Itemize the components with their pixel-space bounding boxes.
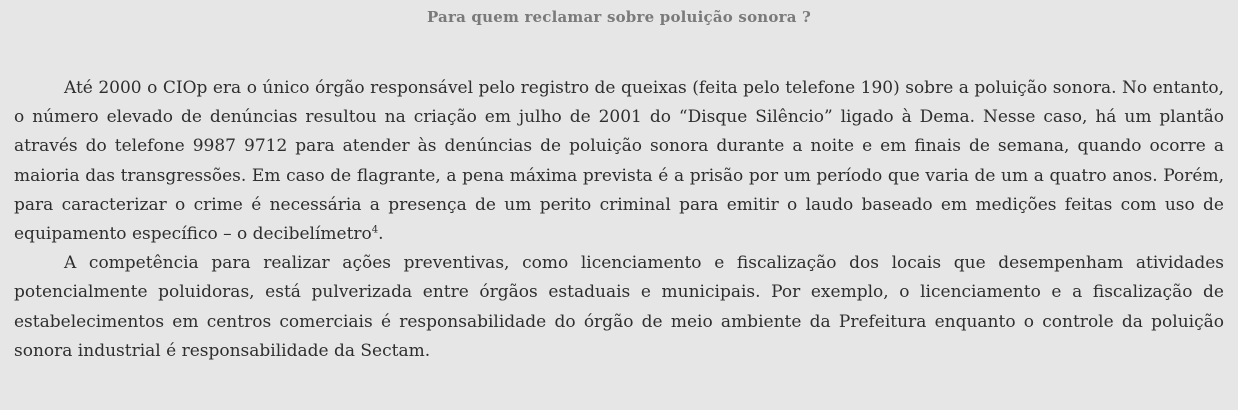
box-body [14,74,1224,366]
footnote-ref: 4 [371,224,379,236]
paragraph-2-text: A competência para realizar ações preventivas, como licenciamento e fiscalização dos locais que desempenham atividades potencialmente poluidoras, está pulverizada entre órgãos estaduais e municipais. Por exemplo, o licenciamento e a fiscalização de estabelecimentos em centros comerciais é responsabilidade do órgão de meio ambiente da Prefeitura enquanto o controle da poluição sonora industrial é responsabilidade da Sectam. [14,253,1224,361]
paragraph-2 [14,249,1224,366]
paragraph-1-tail: . [378,224,384,245]
paragraph-1 [14,74,1224,249]
box-title: Para quem reclamar sobre poluição sonora ? [426,8,812,26]
paragraph-1-text: Até 2000 o CIOp era o único órgão responsável pelo registro de queixas (feita pelo telefone 190) sobre a poluição sonora. No entanto, o número elevado de denúncias resultou na criação em julho de 2001 do “Disque Silêncio” ligado à Dema. Nesse caso, há um plantão através do telefone 9987 9712 para atender às denúncias de poluição sonora durante a noite e em finais de semana, quando ocorre a maioria das transgressões. Em caso de flagrante, a pena máxima prevista é a prisão por um período que varia de um a quatro anos. Porém, para caracterizar o crime é necessária a presença de um perito criminal para emitir o laudo baseado em medições feitas com uso de equipamento específico – o decibelímetro [14,78,1224,245]
